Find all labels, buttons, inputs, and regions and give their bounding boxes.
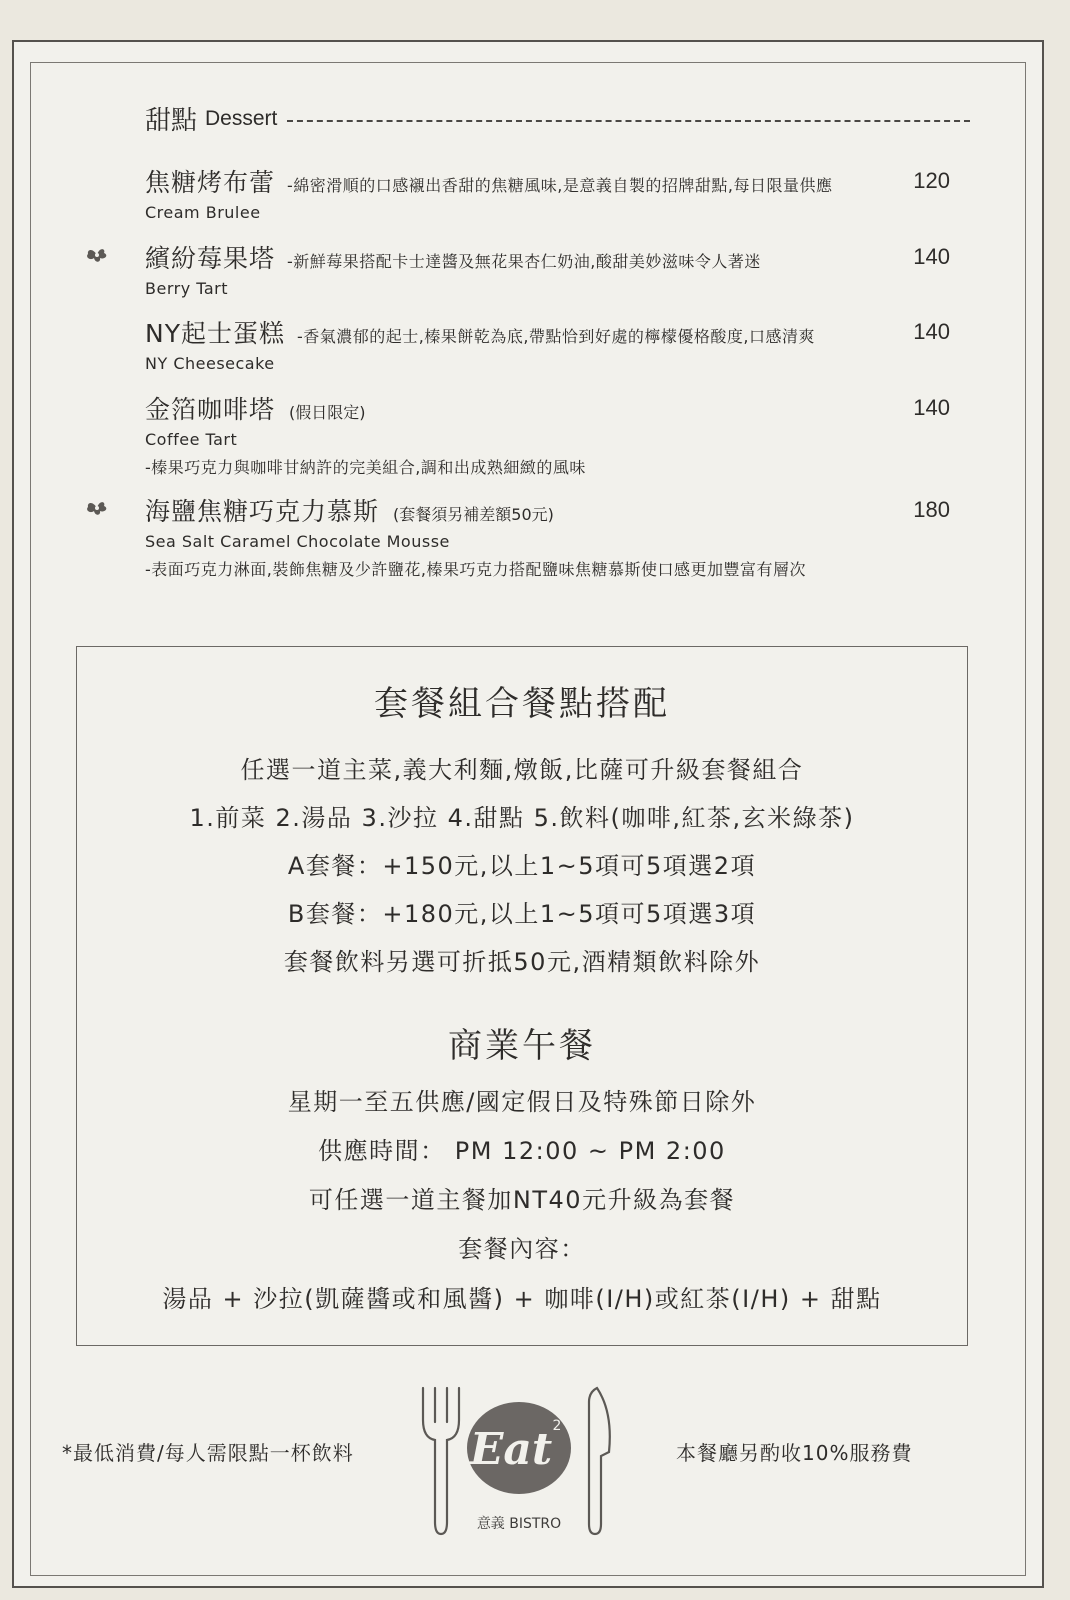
- flower-icon: [84, 245, 110, 265]
- menu-item: [145, 314, 945, 373]
- item-description: -榛果巧克力與咖啡甘納許的完美組合,調和出成熟細緻的風味: [145, 458, 586, 477]
- item-name: 海鹽焦糖巧克力慕斯: [145, 497, 380, 526]
- menu-item: [145, 492, 945, 580]
- item-description: -新鮮莓果搭配卡士達醬及無花果杏仁奶油,酸甜美妙滋味令人著迷: [287, 252, 761, 271]
- item-english-name: Coffee Tart: [145, 430, 238, 449]
- set-meal-line: A套餐：+150元,以上1~5項可5項選2項: [287, 852, 757, 880]
- logo-superscript: 2: [552, 1418, 562, 1434]
- section-title-en: Dessert: [205, 106, 278, 130]
- item-name: NY起士蛋糕: [145, 319, 285, 348]
- menu-item: [145, 390, 945, 478]
- section-title-zh: 甜點: [145, 106, 198, 136]
- lunch-line: 湯品 + 沙拉(凱薩醬或和風醬) + 咖啡(I/H)或紅茶(I/H) + 甜點: [162, 1285, 882, 1313]
- set-meal-title: 套餐組合餐點搭配: [374, 684, 670, 724]
- item-note: (假日限定): [289, 403, 366, 422]
- fork-knife-logo: [415, 1382, 615, 1542]
- logo-text: Eat: [469, 1424, 553, 1475]
- item-english-name: Cream Brulee: [145, 203, 261, 222]
- item-description: -香氣濃郁的起士,榛果餅乾為底,帶點恰到好處的檸檬優格酸度,口感清爽: [296, 327, 816, 346]
- set-meal-line: B套餐：+180元,以上1~5項可5項選3項: [287, 900, 757, 928]
- item-english-name: NY Cheesecake: [145, 354, 275, 373]
- menu-item: [145, 163, 945, 222]
- lunch-line: 星期一至五供應/國定假日及特殊節日除外: [287, 1088, 757, 1116]
- item-price: 140: [913, 395, 950, 420]
- item-price: 120: [913, 168, 950, 193]
- lunch-line: 供應時間： PM 12:00 ~ PM 2:00: [318, 1137, 726, 1165]
- item-english-name: Berry Tart: [145, 279, 229, 298]
- item-name: 焦糖烤布蕾: [145, 168, 276, 197]
- item-price: 180: [913, 497, 950, 522]
- set-meal-line: 套餐飲料另選可折抵50元,酒精類飲料除外: [283, 948, 761, 976]
- set-meal-line: 任選一道主菜,義大利麵,燉飯,比薩可升級套餐組合: [240, 756, 804, 784]
- section-title: [145, 100, 970, 137]
- item-price: 140: [913, 244, 950, 269]
- minimum-charge-note: *最低消費/每人需限點一杯飲料: [62, 1441, 354, 1465]
- item-description: -綿密滑順的口感襯出香甜的焦糖風味,是意義自製的招牌甜點,每日限量供應: [287, 176, 833, 195]
- lunch-line: 套餐內容：: [458, 1235, 586, 1263]
- flower-icon: [84, 498, 110, 518]
- lunch-title: 商業午餐: [448, 1026, 596, 1066]
- section-divider: [287, 120, 970, 122]
- lunch-line: 可任選一道主餐加NT40元升級為套餐: [308, 1186, 736, 1214]
- menu-item: [145, 239, 945, 298]
- service-charge-note: 本餐廳另酌收10%服務費: [676, 1441, 913, 1465]
- set-meal-line: 1.前菜 2.湯品 3.沙拉 4.甜點 5.飲料(咖啡,紅茶,玄米綠茶): [189, 804, 855, 832]
- item-english-name: Sea Salt Caramel Chocolate Mousse: [145, 532, 450, 551]
- item-name: 金箔咖啡塔: [145, 395, 276, 424]
- item-name: 繽紛莓果塔: [145, 244, 276, 273]
- logo-subtitle: 意義 BISTRO: [476, 1516, 562, 1532]
- item-note: (套餐須另補差額50元): [393, 505, 554, 524]
- item-description: -表面巧克力淋面,裝飾焦糖及少許鹽花,榛果巧克力搭配鹽味焦糖慕斯使口感更加豐富有層次: [145, 560, 806, 579]
- item-price: 140: [913, 319, 950, 344]
